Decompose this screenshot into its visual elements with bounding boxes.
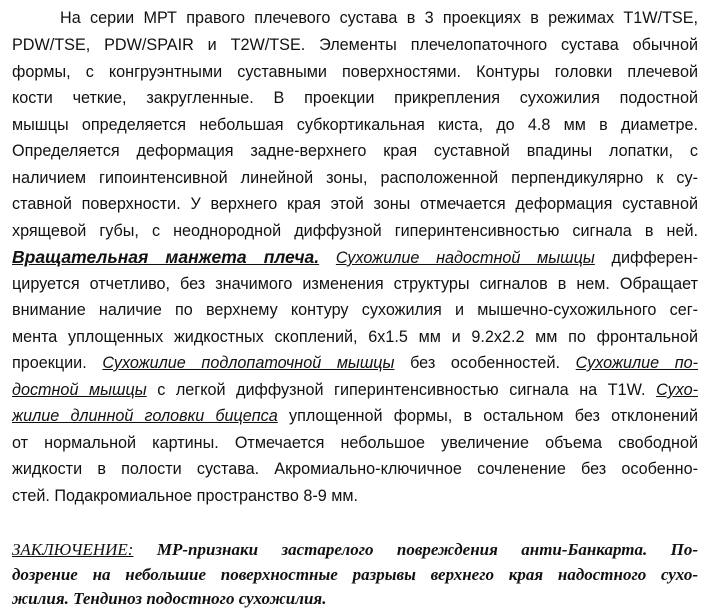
paragraph1-line-7: наличием гипоинтенсивной линейной зоны, расположенной перпендикулярно к су-	[12, 169, 698, 187]
rotator-cuff-heading: Вращательная манжета плеча.	[12, 247, 320, 267]
paragraph1-line-1: На серии МРТ правого плечевого сустава в 3 проекциях в режимах T1W/TSE,	[60, 9, 698, 27]
rotator-line-5-mid: без особенностей.	[410, 354, 561, 372]
paragraph1-line-9: хрящевой губы, с неоднородной диффузной гиперинтенсивностью сигнала в ней.	[12, 222, 698, 240]
conclusion-line-3: жилия. Тендиноз подостного сухожилия.	[12, 589, 327, 608]
rotator-line-2: цируется отчетливо, без значимого изменения структуры сигналов в нем. Обращает	[12, 275, 698, 293]
conclusion-line-1-text: МР-признаки застарелого повреждения анти-Банкарта. По-	[156, 540, 699, 559]
rotator-line-7	[12, 404, 698, 428]
rotator-line-3: внимание наличие по верхнему контуру сухожилия и мышечно-сухожильного сег-	[12, 301, 698, 319]
subscapularis-label: Сухожилие подлопаточной мышцы	[102, 354, 395, 372]
rotator-line-9: жидкости в полости сустава. Акромиально-ключичное сочленение без особенно-	[12, 460, 698, 478]
biceps-label-part-a: Сухо-	[656, 381, 698, 399]
infraspinatus-label-part-a: Сухожилие по-	[575, 354, 699, 372]
infraspinatus-label-part-b: достной мышцы	[12, 381, 147, 399]
conclusion-line-2: дозрение на небольшие поверхностные разрывы верхнего края надостного сухо-	[12, 565, 698, 584]
paragraph1-line-5: мышцы определяется небольшая субкортикальная киста, до 4.8 мм в диаметре.	[12, 116, 698, 134]
paragraph1-line-4: кости четкие, закругленные. В проекции прикрепления сухожилия подостной	[12, 89, 698, 107]
rotator-line-10: стей. Подакромиальное пространство 8-9 мм.	[12, 487, 358, 505]
biceps-label-part-b: жилие длинной головки бицепса	[12, 407, 278, 425]
rotator-line-5-head: проекции.	[12, 354, 87, 372]
conclusion-line-1	[12, 538, 698, 562]
rotator-line-6-mid: с легкой диффузной гиперинтенсивностью сигнала на T1W.	[157, 381, 646, 399]
paragraph1-line-3: формы, с конгруэнтными суставными поверхностями. Контуры головки плечевой	[12, 63, 698, 81]
conclusion-label: ЗАКЛЮЧЕНИЕ:	[12, 540, 134, 559]
paragraph1-line-6: Определяется деформация задне-верхнего края суставной впадины лопатки, с	[12, 142, 698, 160]
rotator-line-1-tail: дифферен-	[611, 249, 698, 267]
rotator-line-5	[12, 351, 698, 375]
rotator-line-8: от нормальной картины. Отмечается небольшое увеличение объема свободной	[12, 434, 698, 452]
rotator-line-7-tail: уплощенной формы, в остальном без отклонений	[288, 407, 698, 425]
rotator-line-4: мента уплощенных жидкостных скоплений, 6х1.5 мм и 9.2х2.2 мм по фронтальной	[12, 328, 698, 346]
paragraph1-line-2: PDW/TSE, PDW/SPAIR и T2W/TSE. Элементы плечелопаточного сустава обычной	[12, 36, 698, 54]
rotator-line-6	[12, 378, 698, 402]
paragraph1-line-8: ставной поверхности. У верхнего края этой зоны отмечается деформация суставной	[12, 195, 698, 213]
rotator-line-1	[12, 245, 698, 269]
supraspinatus-label: Сухожилие надостной мышцы	[335, 249, 595, 267]
